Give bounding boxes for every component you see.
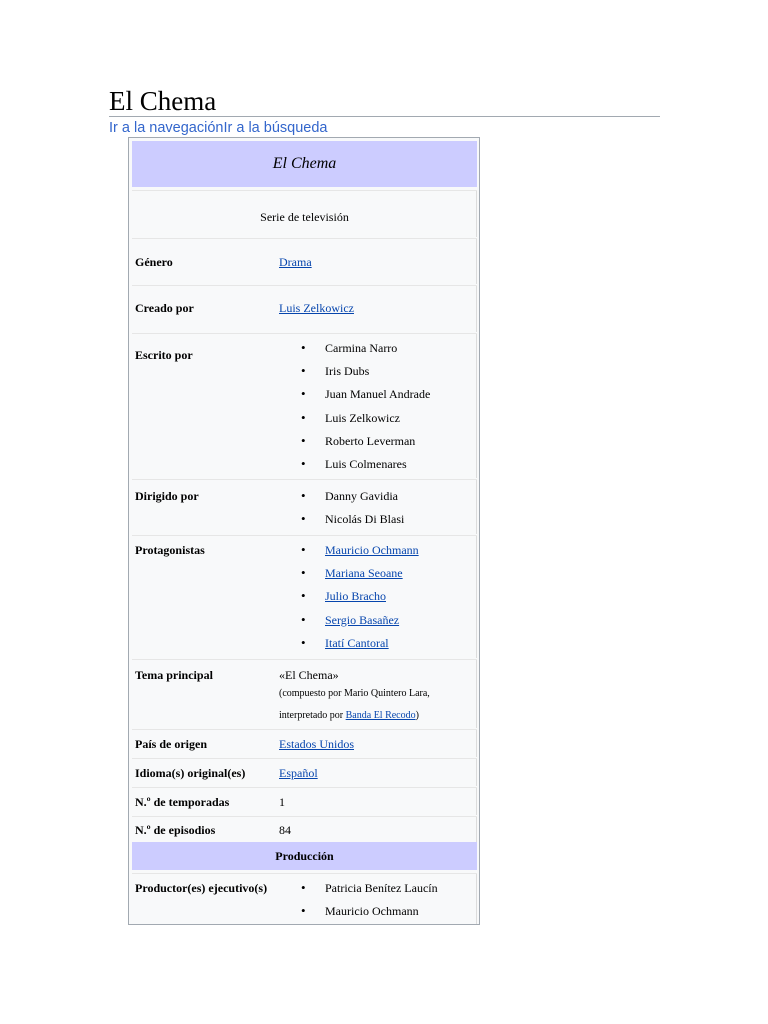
list-item: • Juan Manuel Andrade	[279, 386, 430, 409]
list-item[interactable]	[279, 565, 419, 588]
list-item: • Mauricio Ochmann	[279, 903, 438, 926]
performer-link[interactable]: Banda El Recodo	[345, 710, 416, 721]
list-item[interactable]	[279, 588, 419, 611]
episodes-value: 84	[279, 823, 291, 837]
performer-prefix: interpretado por	[279, 710, 346, 721]
row-label-tema: Tema principal	[135, 668, 213, 682]
producers-list	[279, 880, 438, 926]
production-section-header: Producción	[132, 842, 477, 870]
row-label-escrito: Escrito por	[135, 348, 193, 362]
row-label-productor: Productor(es) ejecutivo(s)	[135, 881, 268, 895]
seasons-value: 1	[279, 795, 285, 809]
language-link[interactable]: Español	[279, 766, 318, 780]
theme-song-performer	[279, 709, 419, 723]
infobox-title: El Chema	[132, 141, 477, 187]
row-label-temporadas: N.º de temporadas	[135, 795, 230, 809]
row-label-idioma: Idioma(s) original(es)	[135, 766, 246, 780]
creator-link[interactable]: Luis Zelkowicz	[279, 301, 354, 315]
row-label-dirigido: Dirigido por	[135, 489, 199, 503]
list-item[interactable]	[279, 635, 419, 658]
row-label-creado: Creado por	[135, 301, 194, 315]
list-item: • Luis Zelkowicz	[279, 410, 430, 433]
genre-link[interactable]: Drama	[279, 255, 312, 269]
list-item: • Luis Colmenares	[279, 456, 430, 479]
cast-list	[279, 542, 419, 658]
row-label-episodios: N.º de episodios	[135, 823, 216, 837]
list-item: • Iris Dubs	[279, 363, 430, 386]
list-item[interactable]	[279, 542, 419, 565]
theme-song-title: «El Chema»	[279, 668, 339, 682]
row-label-protagonistas: Protagonistas	[135, 543, 205, 557]
infobox	[128, 137, 480, 925]
infobox-subtitle: Serie de televisión	[260, 210, 349, 224]
performer-suffix: )	[415, 710, 419, 721]
jump-to-search-link[interactable]: Ir a la búsqueda	[223, 120, 328, 136]
list-item: • Patricia Benítez Laucín	[279, 880, 438, 903]
page-title: El Chema	[109, 86, 217, 116]
writers-list	[279, 340, 430, 479]
row-label-genero: Género	[135, 255, 173, 269]
list-item: • Carmina Narro	[279, 340, 430, 363]
list-item: • Danny Gavidia	[279, 488, 404, 511]
directors-list	[279, 488, 404, 534]
row-label-pais: País de origen	[135, 737, 207, 751]
jump-links	[109, 119, 327, 137]
cast-link[interactable]: Mauricio Ochmann	[325, 543, 419, 557]
cast-link[interactable]: Julio Bracho	[325, 589, 386, 604]
country-link[interactable]: Estados Unidos	[279, 737, 354, 751]
cast-link[interactable]: Itatí Cantoral	[325, 635, 389, 650]
list-item: • Nicolás Di Blasi	[279, 511, 404, 534]
list-item[interactable]	[279, 612, 419, 635]
jump-to-navigation-link[interactable]: Ir a la navegación	[109, 120, 224, 136]
title-divider	[109, 116, 660, 117]
list-item: • Roberto Leverman	[279, 433, 430, 456]
theme-song-composer: (compuesto por Mario Quintero Lara,	[279, 688, 430, 699]
cast-link[interactable]: Mariana Seoane	[325, 566, 403, 581]
cast-link[interactable]: Sergio Basañez	[325, 612, 400, 627]
